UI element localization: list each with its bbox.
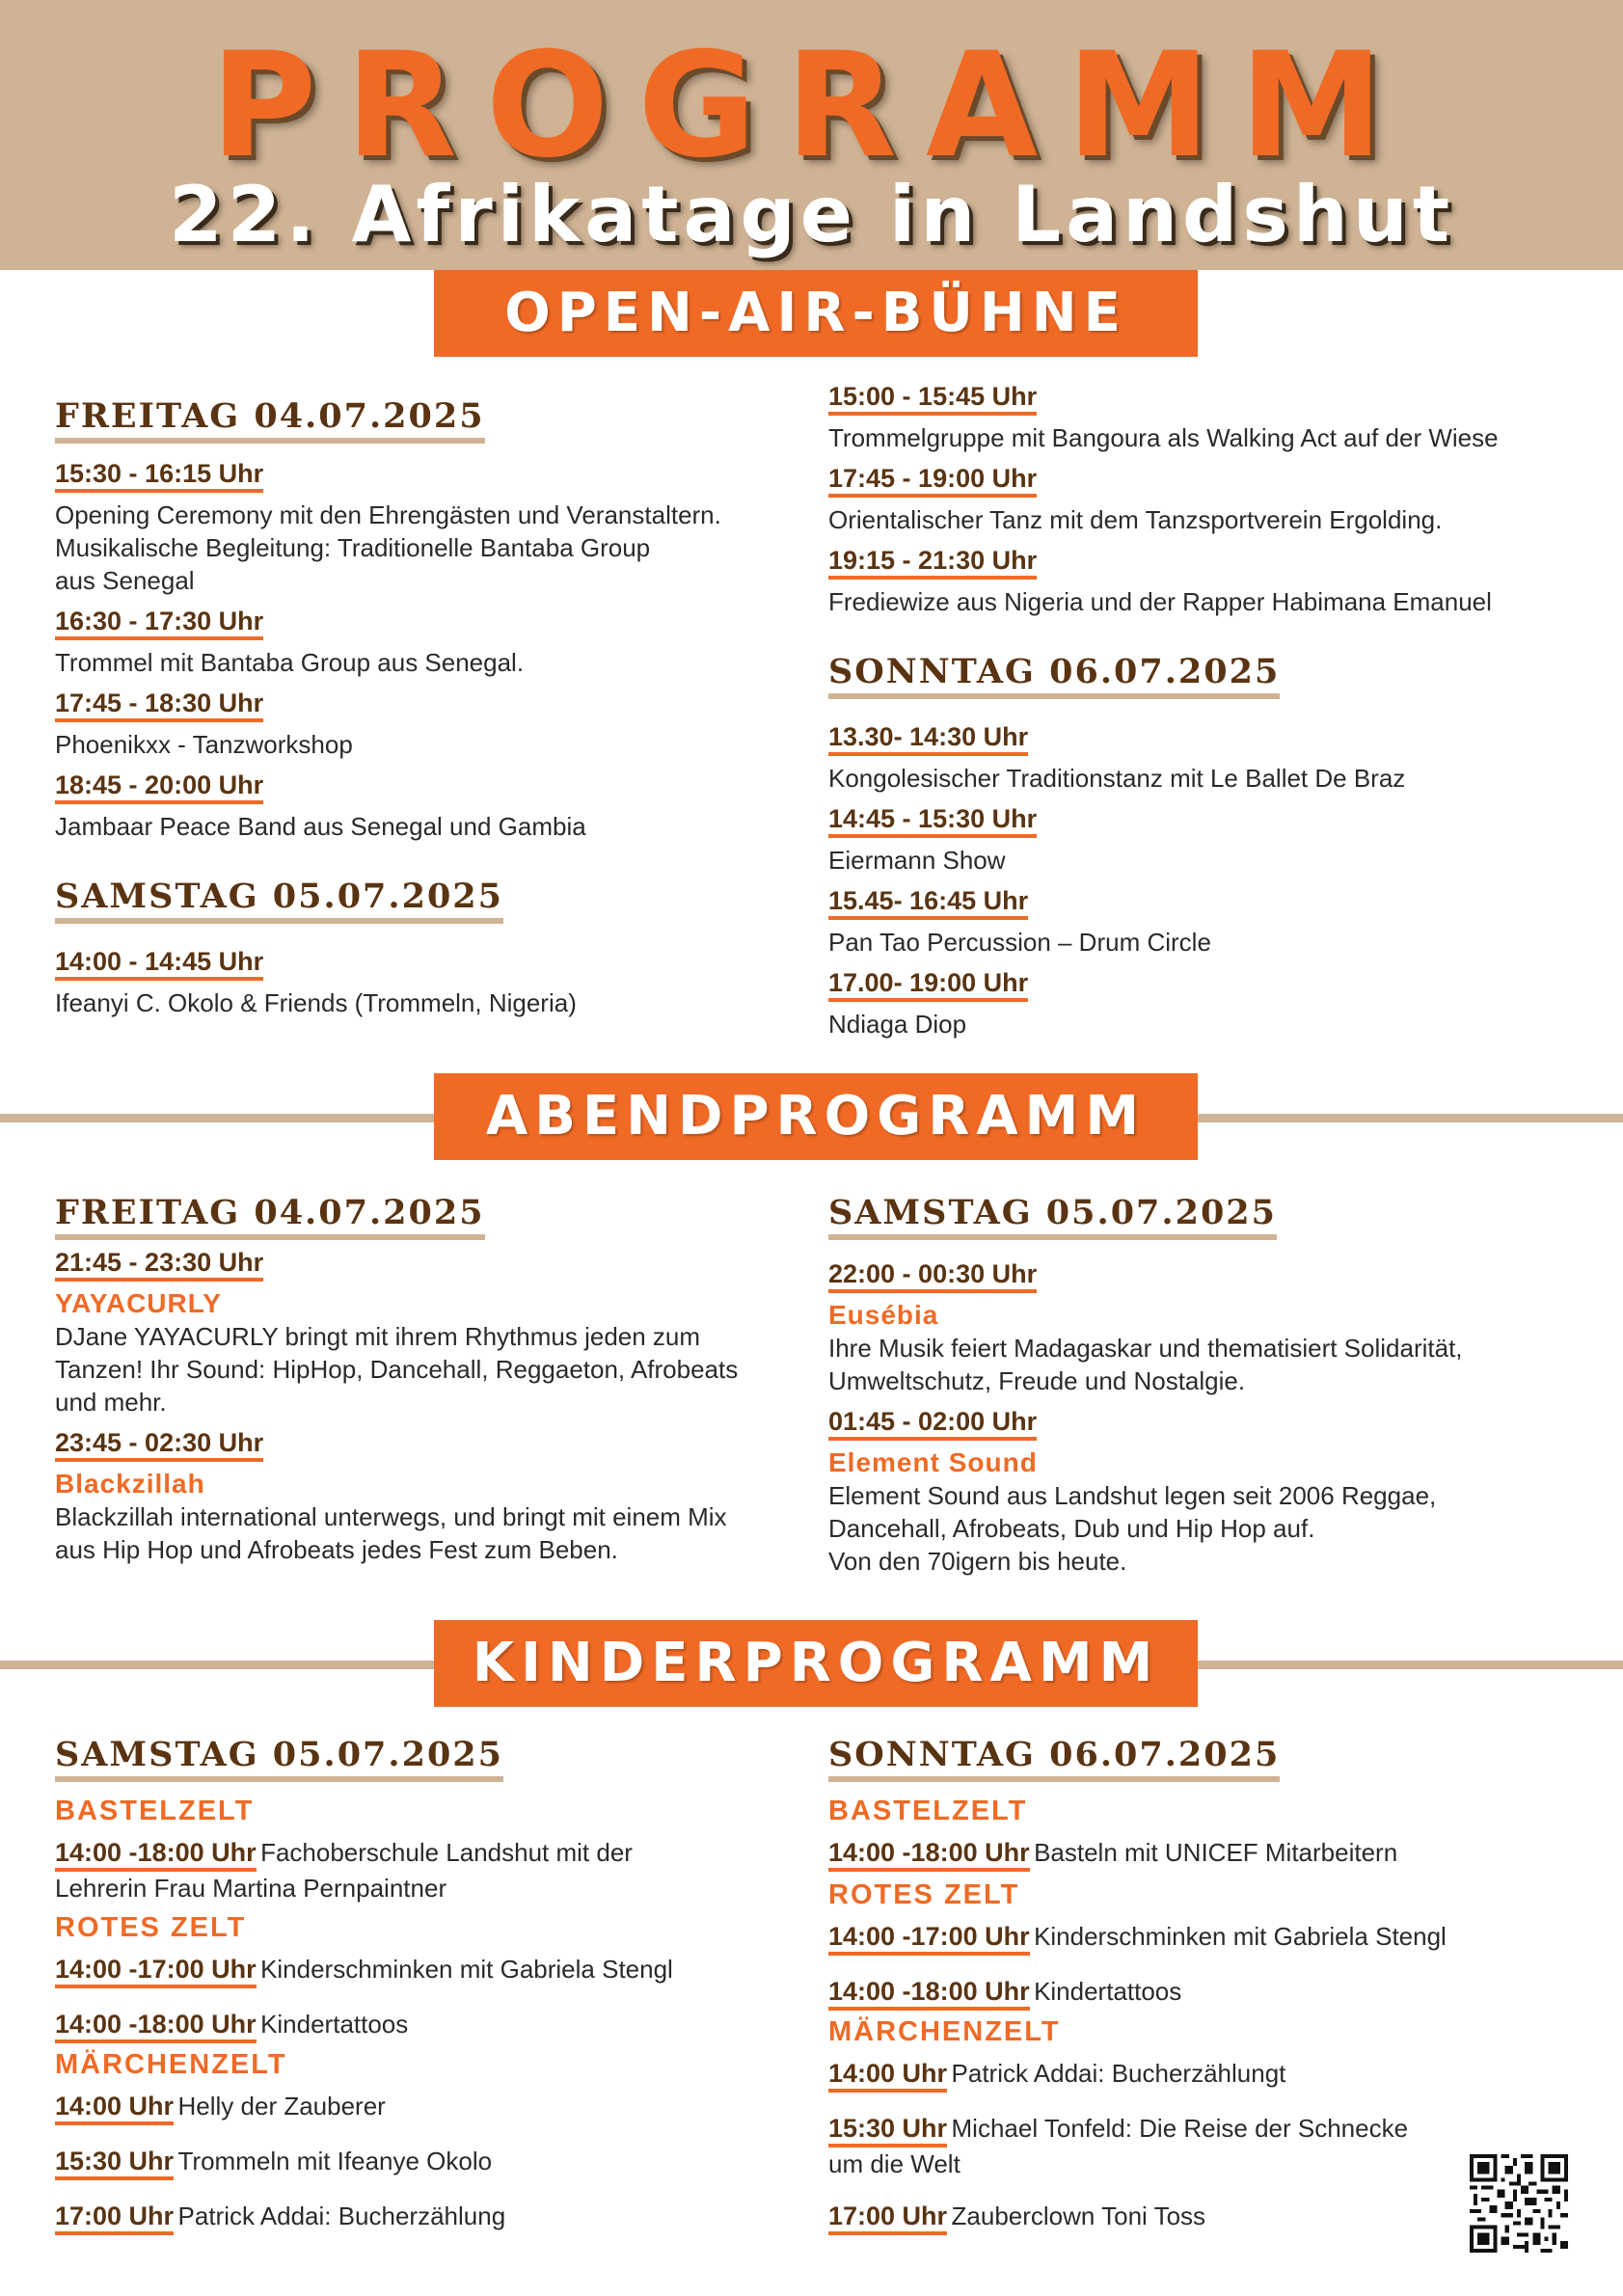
- event-time: 14:00 -17:00 Uhr: [55, 1955, 257, 1988]
- event-desc: Kindertattoos: [1034, 1977, 1182, 2006]
- event-time: 14:00 Uhr: [828, 2059, 947, 2093]
- event: [55, 459, 798, 597]
- event-time: 14:00 -17:00 Uhr: [828, 1922, 1030, 1956]
- tent-label: BASTELZELT: [55, 1796, 255, 1826]
- event: [828, 1259, 1581, 1397]
- event-time: 21:45 - 23:30 Uhr: [55, 1248, 263, 1282]
- event-desc: Kongolesischer Traditionstanz mit Le Ballet De Braz: [828, 764, 1406, 793]
- event-desc: Helly der Zauberer: [177, 2092, 386, 2120]
- event: [828, 804, 1581, 877]
- event: [828, 546, 1581, 618]
- event-desc: Fachoberschule Landshut mit der: [260, 1838, 633, 1867]
- event-time: 13.30- 14:30 Uhr: [828, 722, 1028, 756]
- event-desc: Zauberclown Toni Toss: [951, 2201, 1206, 2230]
- event-desc: Ifeanyi C. Okolo & Friends (Trommeln, Nigeria): [55, 988, 577, 1017]
- event-time: 14:00 - 14:45 Uhr: [55, 947, 263, 981]
- event-time: 15:00 - 15:45 Uhr: [828, 382, 1037, 416]
- event: [828, 886, 1581, 959]
- event-time: 18:45 - 20:00 Uhr: [55, 770, 263, 804]
- event: [828, 968, 1581, 1040]
- day-heading: FREITAG 04.07.2025: [55, 1194, 485, 1240]
- event-desc: Opening Ceremony mit den Ehrengästen und Veranstaltern. Musikalische Begleitung: Traditionelle Bantaba Group aus Senegal: [55, 500, 721, 595]
- section-kinder-heading: KINDERPROGRAMM: [434, 1620, 1198, 1707]
- event-desc-cont: Lehrerin Frau Martina Pernpaintner: [55, 1874, 447, 1903]
- event-desc: Orientalischer Tanz mit dem Tanzsportverein Ergolding.: [828, 505, 1443, 534]
- event: [828, 1407, 1581, 1578]
- day-heading: SAMSTAG 05.07.2025: [828, 1194, 1277, 1240]
- event-desc: Blackzillah international unterwegs, und bringt mit einem Mix aus Hip Hop und Afrobeats jedes Fest zum Beben.: [55, 1502, 727, 1564]
- event-desc: Kinderschminken mit Gabriela Stengl: [260, 1955, 673, 1984]
- day-heading: SAMSTAG 05.07.2025: [55, 878, 503, 924]
- qr-code-icon[interactable]: [1470, 2154, 1568, 2253]
- event-time: 15:30 Uhr: [828, 2114, 947, 2147]
- kinder-sonntag: [828, 1736, 1581, 2235]
- event-act: YAYACURLY: [55, 1288, 222, 1318]
- event-desc: Phoenikxx - Tanzworkshop: [55, 730, 353, 759]
- page-title: PROGRAMM: [210, 22, 1413, 190]
- open-air-freitag: [55, 397, 798, 1029]
- event: [828, 722, 1581, 795]
- event-time: 14:00 -18:00 Uhr: [828, 1977, 1030, 2011]
- event-act: Element Sound: [828, 1447, 1038, 1477]
- abend-freitag: [55, 1194, 798, 1576]
- event-desc: DJane YAYACURLY bringt mit ihrem Rhythmus jeden zum Tanzen! Ihr Sound: HipHop, Dancehall, Reggaeton, Afrobeats und mehr.: [55, 1322, 739, 1417]
- event-desc-cont: um die Welt: [828, 2149, 960, 2178]
- event-time: 17:45 - 19:00 Uhr: [828, 464, 1037, 498]
- event-time: 17:00 Uhr: [828, 2201, 947, 2235]
- event-time: 15:30 Uhr: [55, 2147, 174, 2180]
- header-banner: [0, 0, 1623, 270]
- event: [828, 382, 1581, 454]
- event-time: 15.45- 16:45 Uhr: [828, 886, 1028, 920]
- day-heading: SONNTAG 06.07.2025: [828, 653, 1280, 699]
- event-desc: Ndiaga Diop: [828, 1010, 967, 1039]
- event-desc: Ihre Musik feiert Madagaskar und thematisiert Solidarität, Umweltschutz, Freude und Nostalgie.: [828, 1334, 1463, 1395]
- event-time: 22:00 - 00:30 Uhr: [828, 1259, 1037, 1293]
- event-time: 01:45 - 02:00 Uhr: [828, 1407, 1037, 1441]
- event-time: 17:00 Uhr: [55, 2201, 174, 2235]
- event-time: 16:30 - 17:30 Uhr: [55, 607, 263, 640]
- tent-label: BASTELZELT: [828, 1796, 1028, 1826]
- event-desc: Frediewize aus Nigeria und der Rapper Habimana Emanuel: [828, 587, 1492, 616]
- day-heading: SAMSTAG 05.07.2025: [55, 1736, 503, 1782]
- day-heading: SONNTAG 06.07.2025: [828, 1736, 1280, 1782]
- event-act: Eusébia: [828, 1300, 939, 1330]
- abend-samstag: [828, 1194, 1581, 1587]
- event-time: 23:45 - 02:30 Uhr: [55, 1428, 263, 1462]
- event-time: 17.00- 19:00 Uhr: [828, 968, 1028, 1002]
- section-abend-heading: ABENDPROGRAMM: [434, 1073, 1198, 1160]
- tent-label: ROTES ZELT: [55, 1912, 247, 1943]
- event-act: Blackzillah: [55, 1469, 205, 1499]
- event: [828, 464, 1581, 536]
- event-desc: Basteln mit UNICEF Mitarbeitern: [1034, 1838, 1398, 1867]
- event-desc: Kindertattoos: [260, 2010, 409, 2039]
- event-desc: Pan Tao Percussion – Drum Circle: [828, 928, 1211, 957]
- event-desc: Patrick Addai: Bucherzählung: [177, 2201, 506, 2230]
- event-time: 14:45 - 15:30 Uhr: [828, 804, 1037, 838]
- event-desc: Trommelgruppe mit Bangoura als Walking Act auf der Wiese: [828, 423, 1499, 452]
- event: [55, 689, 798, 761]
- event-desc: Trommeln mit Ifeanye Okolo: [177, 2147, 493, 2175]
- day-heading: FREITAG 04.07.2025: [55, 397, 485, 444]
- event: [55, 1428, 798, 1566]
- event-time: 14:00 -18:00 Uhr: [55, 2010, 257, 2043]
- tent-label: ROTES ZELT: [828, 1879, 1020, 1910]
- event-time: 15:30 - 16:15 Uhr: [55, 459, 263, 493]
- event-time: 14:00 Uhr: [55, 2092, 174, 2125]
- tent-label: MÄRCHENZELT: [55, 2049, 287, 2080]
- event-desc: Trommel mit Bantaba Group aus Senegal.: [55, 648, 525, 677]
- event-time: 14:00 -18:00 Uhr: [828, 1838, 1030, 1872]
- tent-label: MÄRCHENZELT: [828, 2016, 1061, 2047]
- event: [55, 1248, 798, 1418]
- event: [55, 947, 798, 1019]
- open-air-samstag-sonntag: [828, 382, 1581, 1050]
- kinder-samstag: [55, 1736, 798, 2235]
- section-open-air-heading: OPEN-AIR-BÜHNE: [434, 270, 1198, 357]
- event: [55, 770, 798, 843]
- event-desc: Eiermann Show: [828, 846, 1006, 875]
- page-subtitle: 22. Afrikatage in Landshut: [168, 170, 1455, 259]
- event-desc: Michael Tonfeld: Die Reise der Schnecke: [951, 2114, 1409, 2143]
- event-desc: Jambaar Peace Band aus Senegal und Gambia: [55, 812, 586, 841]
- event-desc: Element Sound aus Landshut legen seit 2006 Reggae, Dancehall, Afrobeats, Dub und Hip Hop auf. Von den 70igern bis heute.: [828, 1481, 1437, 1576]
- event: [55, 607, 798, 679]
- event-desc: Kinderschminken mit Gabriela Stengl: [1034, 1922, 1447, 1951]
- event-time: 14:00 -18:00 Uhr: [55, 1838, 257, 1872]
- event-desc: Patrick Addai: Bucherzählungt: [951, 2059, 1286, 2088]
- event-time: 19:15 - 21:30 Uhr: [828, 546, 1037, 580]
- event-time: 17:45 - 18:30 Uhr: [55, 689, 263, 722]
